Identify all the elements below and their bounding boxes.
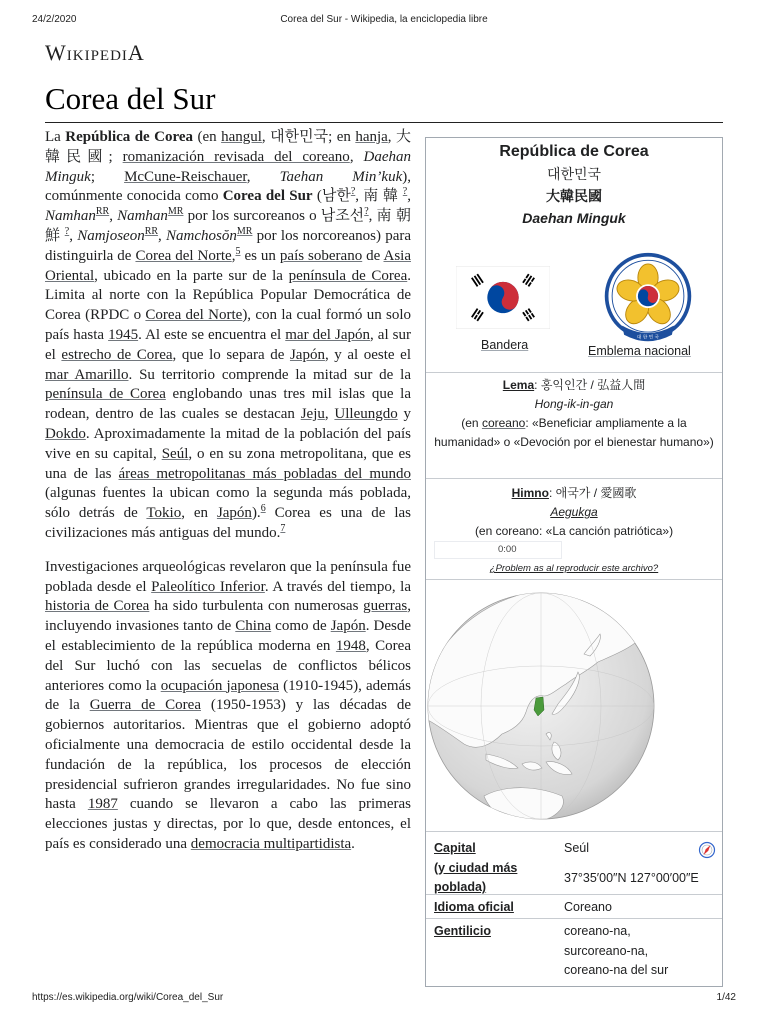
infobox bbox=[425, 137, 723, 987]
idioma-label-link[interactable]: Idioma oficial bbox=[434, 900, 514, 914]
article-text: (en bbox=[193, 129, 222, 145]
anthem-section bbox=[433, 484, 715, 541]
link-coreano[interactable]: coreano bbox=[481, 416, 526, 430]
article-text: Investigaciones arqueológicas revelaron que la península fue poblada desde el bbox=[45, 558, 411, 595]
link-guerra-de-corea[interactable]: Guerra de Corea bbox=[89, 697, 201, 714]
article-body bbox=[45, 128, 411, 855]
article-text: . Su territorio comprende la mitad sur de la bbox=[128, 366, 411, 383]
print-document-title: Corea del Sur - Wikipedia, la enciclopedia libre bbox=[280, 14, 488, 25]
emblem-caption[interactable]: Emblema nacional bbox=[588, 344, 691, 358]
link-romanizacion-revisada[interactable]: romanización revisada del coreano bbox=[122, 148, 350, 165]
row-label-gentilicio bbox=[434, 922, 538, 942]
article-text: , bbox=[109, 208, 118, 225]
link-hangul[interactable]: hangul bbox=[221, 129, 262, 145]
italic-term: Taehan Min’kuk bbox=[279, 168, 403, 185]
motto-romanized: Hong-ik-in-gan bbox=[534, 397, 614, 411]
link-peninsula-de-corea[interactable]: península de Corea bbox=[288, 267, 408, 284]
infobox-header bbox=[426, 141, 722, 229]
article-text: , bbox=[69, 227, 78, 244]
article-text: , bbox=[368, 208, 377, 225]
korean-text: 대한민국 bbox=[270, 129, 329, 145]
anthem-native: : 애국가 / 愛國歌 bbox=[548, 486, 637, 500]
article-text: , en bbox=[181, 505, 217, 522]
italic-term: Namhan bbox=[117, 208, 168, 225]
link-ulleungdo[interactable]: Ulleungdo bbox=[334, 406, 398, 423]
link-paleolitico-inferior[interactable]: Paleolítico Inferior bbox=[151, 578, 265, 595]
article-text: , ubicado en la parte sur de la bbox=[94, 267, 289, 284]
pronunciation-help-link[interactable]: ? bbox=[350, 186, 356, 198]
anthem-label-link[interactable]: Himno bbox=[511, 486, 549, 500]
article-text: ; bbox=[90, 168, 125, 185]
article-text: . Al este se encuentra el bbox=[138, 326, 286, 343]
bold-term-republica-de-corea: República de Corea bbox=[65, 129, 194, 145]
motto-label-link[interactable]: Lema bbox=[502, 378, 535, 392]
article-text: . Desde el establecimiento de la república moderna en bbox=[45, 618, 411, 654]
article-text: , bbox=[349, 148, 364, 165]
link-dokdo[interactable]: Dokdo bbox=[45, 425, 86, 442]
anthem-name-link[interactable]: Aegukga bbox=[550, 505, 598, 519]
link-tokio[interactable]: Tokio bbox=[146, 505, 182, 522]
flag-image[interactable] bbox=[456, 266, 550, 329]
hanja-text: 南 韓 bbox=[363, 188, 403, 205]
link-pais-soberano[interactable]: país soberano bbox=[279, 247, 363, 264]
motto-translation bbox=[433, 414, 715, 452]
italic-term: Namhan bbox=[45, 208, 96, 225]
article-text: ; bbox=[108, 148, 123, 165]
gentilicio-value: coreano-na, bbox=[564, 924, 631, 938]
article-text: . A través del tiempo, la bbox=[264, 578, 411, 595]
article-text: , bbox=[355, 188, 364, 205]
article-text: ; en bbox=[328, 129, 356, 145]
article-text: , bbox=[231, 247, 236, 264]
link-guerras[interactable]: guerras bbox=[363, 598, 408, 615]
article-text: ). bbox=[251, 505, 261, 522]
gentilicio-label-link[interactable]: Gentilicio bbox=[434, 924, 491, 938]
link-china[interactable]: China bbox=[235, 618, 272, 635]
print-page-number: 1/42 bbox=[716, 992, 736, 1003]
link-1987[interactable]: 1987 bbox=[87, 796, 118, 813]
infobox-hanja: 大韓民國 bbox=[546, 188, 602, 204]
italic-term: Namjoseon bbox=[77, 227, 145, 244]
link-corea-del-norte[interactable]: Corea del Norte bbox=[145, 307, 243, 324]
print-url: https://es.wikipedia.org/wiki/Corea_del_Sur bbox=[32, 992, 224, 1003]
divider bbox=[426, 372, 722, 373]
infobox-romanized: Daehan Minguk bbox=[522, 210, 626, 226]
link-japon[interactable]: Japón bbox=[289, 346, 325, 363]
article-text: ha sido turbulenta con numerosas bbox=[149, 598, 364, 615]
divider bbox=[426, 894, 722, 895]
audio-player[interactable] bbox=[434, 541, 562, 559]
emblem-image[interactable] bbox=[602, 252, 694, 344]
pronunciation-help-link[interactable]: ? bbox=[402, 186, 408, 198]
orthographic-map-image[interactable] bbox=[426, 584, 658, 828]
gentilicio-value: surcoreano-na, bbox=[564, 943, 649, 958]
link-corea-del-norte[interactable]: Corea del Norte bbox=[135, 247, 232, 264]
article-text: y bbox=[397, 406, 412, 423]
link-peninsula-de-corea[interactable]: península de Corea bbox=[45, 386, 166, 403]
hanja-text: 南 朝 鮮 bbox=[45, 208, 412, 244]
hanja-text: 大韓民國 bbox=[45, 129, 412, 165]
flag-caption[interactable]: Bandera bbox=[481, 338, 529, 352]
wikipedia-logo[interactable]: WikipediA bbox=[45, 40, 145, 65]
article-text: , al sur el bbox=[45, 326, 412, 363]
italic-term: Namchosŏn bbox=[166, 227, 237, 244]
link-1945[interactable]: 1945 bbox=[108, 326, 139, 343]
article-text: (1910-1945), además de la bbox=[45, 677, 411, 714]
article-text: , bbox=[387, 129, 396, 145]
article-text: por los norcoreanos) para distinguirla de bbox=[45, 227, 412, 264]
article-text: por los surcoreanos o bbox=[183, 208, 321, 225]
article-text: , bbox=[407, 188, 411, 205]
capital-coordinates-link[interactable]: 37°35′00″N 127°00′00″E bbox=[564, 871, 699, 885]
article-text: , que lo separa de bbox=[172, 346, 290, 363]
motto-trans-prefix: (en bbox=[461, 416, 482, 430]
motto-native: : 홍익인간 / 弘益人間 bbox=[534, 378, 646, 392]
article-paragraph-1 bbox=[45, 128, 411, 544]
article-text: ), comúnmente conocida como bbox=[45, 168, 411, 205]
article-text: . Limita al norte con la República Popular Democrática de Corea (RPDC o bbox=[45, 267, 411, 324]
row-label-idioma bbox=[434, 898, 538, 918]
link-areas-metropolitanas[interactable]: áreas metropolitanas más pobladas del mundo bbox=[118, 465, 411, 482]
korean-text: 남한 bbox=[321, 188, 351, 205]
article-text: (1950-1953) y las décadas de gobiernos autoritarios. Mientras que el gobierno adoptó oficialmente una democracia de estilo occidental desde la fundación de la república, los procesos de elección presidencial sufrieron grandes irregularidades. No fue sino hasta bbox=[45, 697, 412, 813]
article-text: , Corea del Sur luchó con las secuelas de conflictos bélicos anteriores como la bbox=[45, 637, 411, 694]
capital-sublabel[interactable]: (y ciudad más poblada) bbox=[434, 860, 518, 894]
motto-trans-text: : «Beneficiar ampliamente a la humanidad» o «Devoción por el bienestar humano») bbox=[434, 416, 714, 449]
link-mr[interactable]: MR bbox=[167, 206, 184, 218]
article-text: , bbox=[158, 227, 167, 244]
gentilicio-value: coreano-na del sur bbox=[564, 963, 669, 977]
article-text: como de bbox=[271, 618, 331, 635]
pronunciation-help-link[interactable]: ? bbox=[64, 225, 70, 237]
divider bbox=[426, 918, 722, 919]
article-text: . Aproximadamente la mitad de la población del país vive en su capital, bbox=[45, 425, 411, 462]
link-ref-5[interactable]: 5 bbox=[235, 245, 241, 257]
divider bbox=[426, 579, 722, 580]
audio-time: 0:00 bbox=[498, 544, 517, 555]
article-text: ( bbox=[312, 188, 322, 205]
article-text: cuando se llevaron a cabo las primeras elecciones justas y directas, por lo que, desde entonces, el país es considerado una bbox=[45, 796, 411, 852]
link-mr[interactable]: MR bbox=[236, 225, 253, 237]
coordinates-globe-icon[interactable] bbox=[698, 841, 716, 859]
divider bbox=[426, 831, 722, 832]
capital-label-link[interactable]: Capital bbox=[434, 841, 476, 855]
infobox-hangul: 대한민국 bbox=[546, 166, 602, 182]
article-text: Corea es una de las civilizaciones más antiguas del mundo. bbox=[45, 505, 411, 541]
motto-section bbox=[433, 376, 715, 452]
article-text: englobando unas tres mil islas que la rodean, dentro de las cuales se destacan bbox=[45, 386, 411, 423]
emblem-ribbon-text: 대 한 민 국 bbox=[636, 335, 660, 341]
korean-text: 남조선 bbox=[320, 208, 365, 225]
link-rr[interactable]: RR bbox=[95, 206, 110, 218]
row-label-capital bbox=[434, 839, 538, 898]
anthem-translation: (en coreano: «La canción patriótica») bbox=[474, 524, 674, 538]
article-text: , y al oeste el bbox=[324, 346, 411, 363]
page-title: Corea del Sur bbox=[45, 78, 723, 123]
link-hanja[interactable]: hanja bbox=[355, 129, 388, 145]
motto-line bbox=[433, 376, 715, 395]
print-date: 24/2/2020 bbox=[32, 14, 77, 25]
idioma-value-link[interactable]: Coreano bbox=[564, 900, 612, 914]
link-historia-de-corea[interactable]: historia de Corea bbox=[45, 598, 150, 615]
article-text: , o en su zona metropolitana, que es una de las bbox=[45, 445, 411, 482]
link-rr[interactable]: RR bbox=[144, 225, 159, 237]
article-text: (algunas fuentes la ubican como la segunda más poblada, sólo detrás de bbox=[45, 485, 411, 522]
link-mccune-reischauer[interactable]: McCune-Reischauer bbox=[124, 168, 247, 185]
article-paragraph-2 bbox=[45, 558, 411, 855]
link-asia-oriental[interactable]: Asia Oriental bbox=[45, 247, 411, 284]
article-text: . bbox=[351, 835, 355, 852]
bold-term-corea-del-sur: Corea del Sur bbox=[222, 188, 313, 205]
link-japon[interactable]: Japón bbox=[330, 618, 366, 635]
article-text: La bbox=[45, 129, 66, 145]
article-text: , incluyendo invasiones tanto de bbox=[45, 598, 412, 635]
article-text: , bbox=[261, 129, 271, 145]
anthem-line bbox=[433, 484, 715, 503]
link-seul[interactable]: Seúl bbox=[161, 445, 189, 462]
article-text: ), con la cual formó un solo país hasta bbox=[45, 307, 412, 343]
link-estrecho-de-corea[interactable]: estrecho de Corea bbox=[61, 346, 173, 363]
capital-value-link[interactable]: Seúl bbox=[564, 841, 590, 855]
link-democracia-multipartidista[interactable]: democracia multipartidista bbox=[190, 835, 352, 852]
pronunciation-help-link[interactable]: ? bbox=[364, 206, 369, 218]
italic-term: Daehan Minguk bbox=[45, 148, 411, 185]
divider bbox=[426, 478, 722, 479]
article-text: , bbox=[324, 406, 335, 423]
infobox-title: República de Corea bbox=[499, 143, 649, 160]
link-jeju[interactable]: Jeju bbox=[300, 406, 325, 423]
audio-help-link[interactable]: ¿Problem as al reproducir este archivo? bbox=[489, 563, 659, 574]
article-text: es un bbox=[240, 247, 280, 264]
link-mar-amarillo[interactable]: mar Amarillo bbox=[45, 366, 129, 383]
link-1948[interactable]: 1948 bbox=[335, 637, 366, 654]
gentilicio-values bbox=[564, 922, 714, 981]
link-japon[interactable]: Japón bbox=[216, 505, 252, 522]
article-text: de bbox=[362, 247, 384, 264]
link-ref-7[interactable]: 7 bbox=[280, 522, 286, 534]
link-ocupacion-japonesa[interactable]: ocupación japonesa bbox=[160, 677, 279, 694]
link-mar-del-japon[interactable]: mar del Japón bbox=[285, 326, 370, 343]
link-ref-6[interactable]: 6 bbox=[260, 503, 266, 515]
article-text: , bbox=[246, 168, 280, 185]
